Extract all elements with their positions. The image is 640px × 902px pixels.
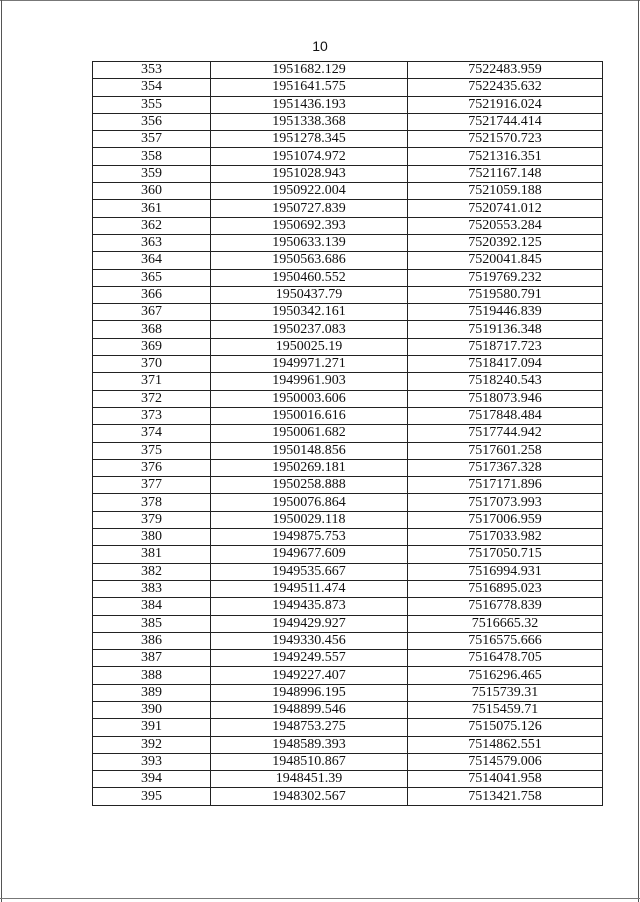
- point-number-cell: 382: [93, 563, 211, 580]
- table-row: [93, 286, 603, 303]
- y-coordinate-cell: 7517171.896: [408, 477, 603, 494]
- y-coordinate-cell: 7521059.188: [408, 183, 603, 200]
- x-coordinate-cell: 1949429.927: [211, 615, 408, 632]
- y-coordinate-cell: 7516778.839: [408, 598, 603, 615]
- point-number-cell: 394: [93, 771, 211, 788]
- y-coordinate-cell: 7517073.993: [408, 494, 603, 511]
- x-coordinate-cell: 1951641.575: [211, 79, 408, 96]
- point-number-cell: 371: [93, 373, 211, 390]
- point-number-cell: 358: [93, 148, 211, 165]
- point-number-cell: 391: [93, 719, 211, 736]
- point-number-cell: 372: [93, 390, 211, 407]
- table-row: [93, 304, 603, 321]
- point-number-cell: 366: [93, 286, 211, 303]
- point-number-cell: 380: [93, 529, 211, 546]
- table-row: [93, 788, 603, 805]
- y-coordinate-cell: 7516296.465: [408, 667, 603, 684]
- table-row: [93, 459, 603, 476]
- x-coordinate-cell: 1949249.557: [211, 650, 408, 667]
- y-coordinate-cell: 7514862.551: [408, 736, 603, 753]
- table-row: [93, 667, 603, 684]
- point-number-cell: 377: [93, 477, 211, 494]
- y-coordinate-cell: 7521744.414: [408, 113, 603, 130]
- page-top-edge: [0, 0, 640, 1]
- table-row: [93, 736, 603, 753]
- y-coordinate-cell: 7515075.126: [408, 719, 603, 736]
- y-coordinate-cell: 7516575.666: [408, 632, 603, 649]
- x-coordinate-cell: 1951074.972: [211, 148, 408, 165]
- y-coordinate-cell: 7515459.71: [408, 701, 603, 718]
- x-coordinate-cell: 1950692.393: [211, 217, 408, 234]
- x-coordinate-cell: 1951436.193: [211, 96, 408, 113]
- table-row: [93, 701, 603, 718]
- point-number-cell: 375: [93, 442, 211, 459]
- x-coordinate-cell: 1950258.888: [211, 477, 408, 494]
- table-row: [93, 598, 603, 615]
- x-coordinate-cell: 1949961.903: [211, 373, 408, 390]
- x-coordinate-cell: 1950148.856: [211, 442, 408, 459]
- table-row: [93, 321, 603, 338]
- x-coordinate-cell: 1951278.345: [211, 131, 408, 148]
- table-row: [93, 131, 603, 148]
- table-row: [93, 183, 603, 200]
- x-coordinate-cell: 1950633.139: [211, 234, 408, 251]
- table-row: [93, 234, 603, 251]
- table-row: [93, 200, 603, 217]
- point-number-cell: 384: [93, 598, 211, 615]
- x-coordinate-cell: 1950342.161: [211, 304, 408, 321]
- page-right-edge: [638, 0, 639, 902]
- table-row: [93, 217, 603, 234]
- point-number-cell: 373: [93, 407, 211, 424]
- table-row: [93, 96, 603, 113]
- point-number-cell: 392: [93, 736, 211, 753]
- point-number-cell: 359: [93, 165, 211, 182]
- x-coordinate-cell: 1950061.682: [211, 425, 408, 442]
- x-coordinate-cell: 1949511.474: [211, 580, 408, 597]
- y-coordinate-cell: 7521316.351: [408, 148, 603, 165]
- y-coordinate-cell: 7514579.006: [408, 753, 603, 770]
- y-coordinate-cell: 7518240.543: [408, 373, 603, 390]
- table-row: [93, 511, 603, 528]
- coordinates-table: [92, 61, 603, 806]
- y-coordinate-cell: 7518717.723: [408, 338, 603, 355]
- y-coordinate-cell: 7516895.023: [408, 580, 603, 597]
- y-coordinate-cell: 7513421.758: [408, 788, 603, 805]
- table-row: [93, 338, 603, 355]
- page-number: 10: [312, 38, 328, 54]
- page-bottom-edge: [0, 898, 640, 899]
- y-coordinate-cell: 7515739.31: [408, 684, 603, 701]
- point-number-cell: 364: [93, 252, 211, 269]
- point-number-cell: 379: [93, 511, 211, 528]
- y-coordinate-cell: 7516665.32: [408, 615, 603, 632]
- point-number-cell: 383: [93, 580, 211, 597]
- point-number-cell: 353: [93, 62, 211, 79]
- y-coordinate-cell: 7517601.258: [408, 442, 603, 459]
- page-left-edge: [1, 0, 2, 902]
- point-number-cell: 393: [93, 753, 211, 770]
- table-row: [93, 373, 603, 390]
- table-row: [93, 113, 603, 130]
- point-number-cell: 388: [93, 667, 211, 684]
- coordinates-table-body: [93, 62, 603, 806]
- x-coordinate-cell: 1950460.552: [211, 269, 408, 286]
- table-row: [93, 252, 603, 269]
- y-coordinate-cell: 7518417.094: [408, 356, 603, 373]
- x-coordinate-cell: 1950016.616: [211, 407, 408, 424]
- x-coordinate-cell: 1950025.19: [211, 338, 408, 355]
- y-coordinate-cell: 7522435.632: [408, 79, 603, 96]
- table-row: [93, 684, 603, 701]
- y-coordinate-cell: 7517006.959: [408, 511, 603, 528]
- table-row: [93, 529, 603, 546]
- x-coordinate-cell: 1949227.407: [211, 667, 408, 684]
- point-number-cell: 381: [93, 546, 211, 563]
- y-coordinate-cell: 7521916.024: [408, 96, 603, 113]
- y-coordinate-cell: 7519136.348: [408, 321, 603, 338]
- y-coordinate-cell: 7519580.791: [408, 286, 603, 303]
- point-number-cell: 378: [93, 494, 211, 511]
- x-coordinate-cell: 1949971.271: [211, 356, 408, 373]
- y-coordinate-cell: 7519769.232: [408, 269, 603, 286]
- x-coordinate-cell: 1948451.39: [211, 771, 408, 788]
- x-coordinate-cell: 1949330.456: [211, 632, 408, 649]
- table-row: [93, 650, 603, 667]
- point-number-cell: 355: [93, 96, 211, 113]
- y-coordinate-cell: 7517367.328: [408, 459, 603, 476]
- point-number-cell: 390: [93, 701, 211, 718]
- point-number-cell: 369: [93, 338, 211, 355]
- table-row: [93, 494, 603, 511]
- y-coordinate-cell: 7518073.946: [408, 390, 603, 407]
- y-coordinate-cell: 7517050.715: [408, 546, 603, 563]
- point-number-cell: 370: [93, 356, 211, 373]
- x-coordinate-cell: 1951028.943: [211, 165, 408, 182]
- x-coordinate-cell: 1948899.546: [211, 701, 408, 718]
- point-number-cell: 361: [93, 200, 211, 217]
- x-coordinate-cell: 1949435.873: [211, 598, 408, 615]
- point-number-cell: 395: [93, 788, 211, 805]
- table-row: [93, 753, 603, 770]
- y-coordinate-cell: 7520553.284: [408, 217, 603, 234]
- table-row: [93, 79, 603, 96]
- x-coordinate-cell: 1950076.864: [211, 494, 408, 511]
- table-row: [93, 719, 603, 736]
- point-number-cell: 374: [93, 425, 211, 442]
- table-row: [93, 165, 603, 182]
- y-coordinate-cell: 7514041.958: [408, 771, 603, 788]
- y-coordinate-cell: 7521570.723: [408, 131, 603, 148]
- point-number-cell: 367: [93, 304, 211, 321]
- point-number-cell: 357: [93, 131, 211, 148]
- point-number-cell: 356: [93, 113, 211, 130]
- table-row: [93, 62, 603, 79]
- table-row: [93, 442, 603, 459]
- point-number-cell: 389: [93, 684, 211, 701]
- y-coordinate-cell: 7522483.959: [408, 62, 603, 79]
- y-coordinate-cell: 7519446.839: [408, 304, 603, 321]
- x-coordinate-cell: 1950237.083: [211, 321, 408, 338]
- y-coordinate-cell: 7520041.845: [408, 252, 603, 269]
- x-coordinate-cell: 1949535.667: [211, 563, 408, 580]
- table-row: [93, 390, 603, 407]
- point-number-cell: 362: [93, 217, 211, 234]
- table-row: [93, 407, 603, 424]
- table-row: [93, 546, 603, 563]
- x-coordinate-cell: 1951338.368: [211, 113, 408, 130]
- point-number-cell: 354: [93, 79, 211, 96]
- y-coordinate-cell: 7516478.705: [408, 650, 603, 667]
- x-coordinate-cell: 1949875.753: [211, 529, 408, 546]
- x-coordinate-cell: 1948589.393: [211, 736, 408, 753]
- x-coordinate-cell: 1950563.686: [211, 252, 408, 269]
- point-number-cell: 365: [93, 269, 211, 286]
- y-coordinate-cell: 7520392.125: [408, 234, 603, 251]
- x-coordinate-cell: 1950922.004: [211, 183, 408, 200]
- y-coordinate-cell: 7517033.982: [408, 529, 603, 546]
- table-row: [93, 580, 603, 597]
- x-coordinate-cell: 1950437.79: [211, 286, 408, 303]
- point-number-cell: 386: [93, 632, 211, 649]
- table-row: [93, 632, 603, 649]
- y-coordinate-cell: 7521167.148: [408, 165, 603, 182]
- point-number-cell: 387: [93, 650, 211, 667]
- x-coordinate-cell: 1948753.275: [211, 719, 408, 736]
- table-row: [93, 425, 603, 442]
- x-coordinate-cell: 1950003.606: [211, 390, 408, 407]
- x-coordinate-cell: 1948996.195: [211, 684, 408, 701]
- table-row: [93, 477, 603, 494]
- x-coordinate-cell: 1950727.839: [211, 200, 408, 217]
- y-coordinate-cell: 7517744.942: [408, 425, 603, 442]
- point-number-cell: 360: [93, 183, 211, 200]
- y-coordinate-cell: 7520741.012: [408, 200, 603, 217]
- x-coordinate-cell: 1950029.118: [211, 511, 408, 528]
- table-row: [93, 771, 603, 788]
- point-number-cell: 385: [93, 615, 211, 632]
- table-row: [93, 615, 603, 632]
- table-row: [93, 148, 603, 165]
- table-row: [93, 356, 603, 373]
- table-row: [93, 563, 603, 580]
- x-coordinate-cell: 1951682.129: [211, 62, 408, 79]
- x-coordinate-cell: 1949677.609: [211, 546, 408, 563]
- point-number-cell: 376: [93, 459, 211, 476]
- point-number-cell: 363: [93, 234, 211, 251]
- x-coordinate-cell: 1948302.567: [211, 788, 408, 805]
- x-coordinate-cell: 1950269.181: [211, 459, 408, 476]
- x-coordinate-cell: 1948510.867: [211, 753, 408, 770]
- y-coordinate-cell: 7516994.931: [408, 563, 603, 580]
- point-number-cell: 368: [93, 321, 211, 338]
- table-row: [93, 269, 603, 286]
- y-coordinate-cell: 7517848.484: [408, 407, 603, 424]
